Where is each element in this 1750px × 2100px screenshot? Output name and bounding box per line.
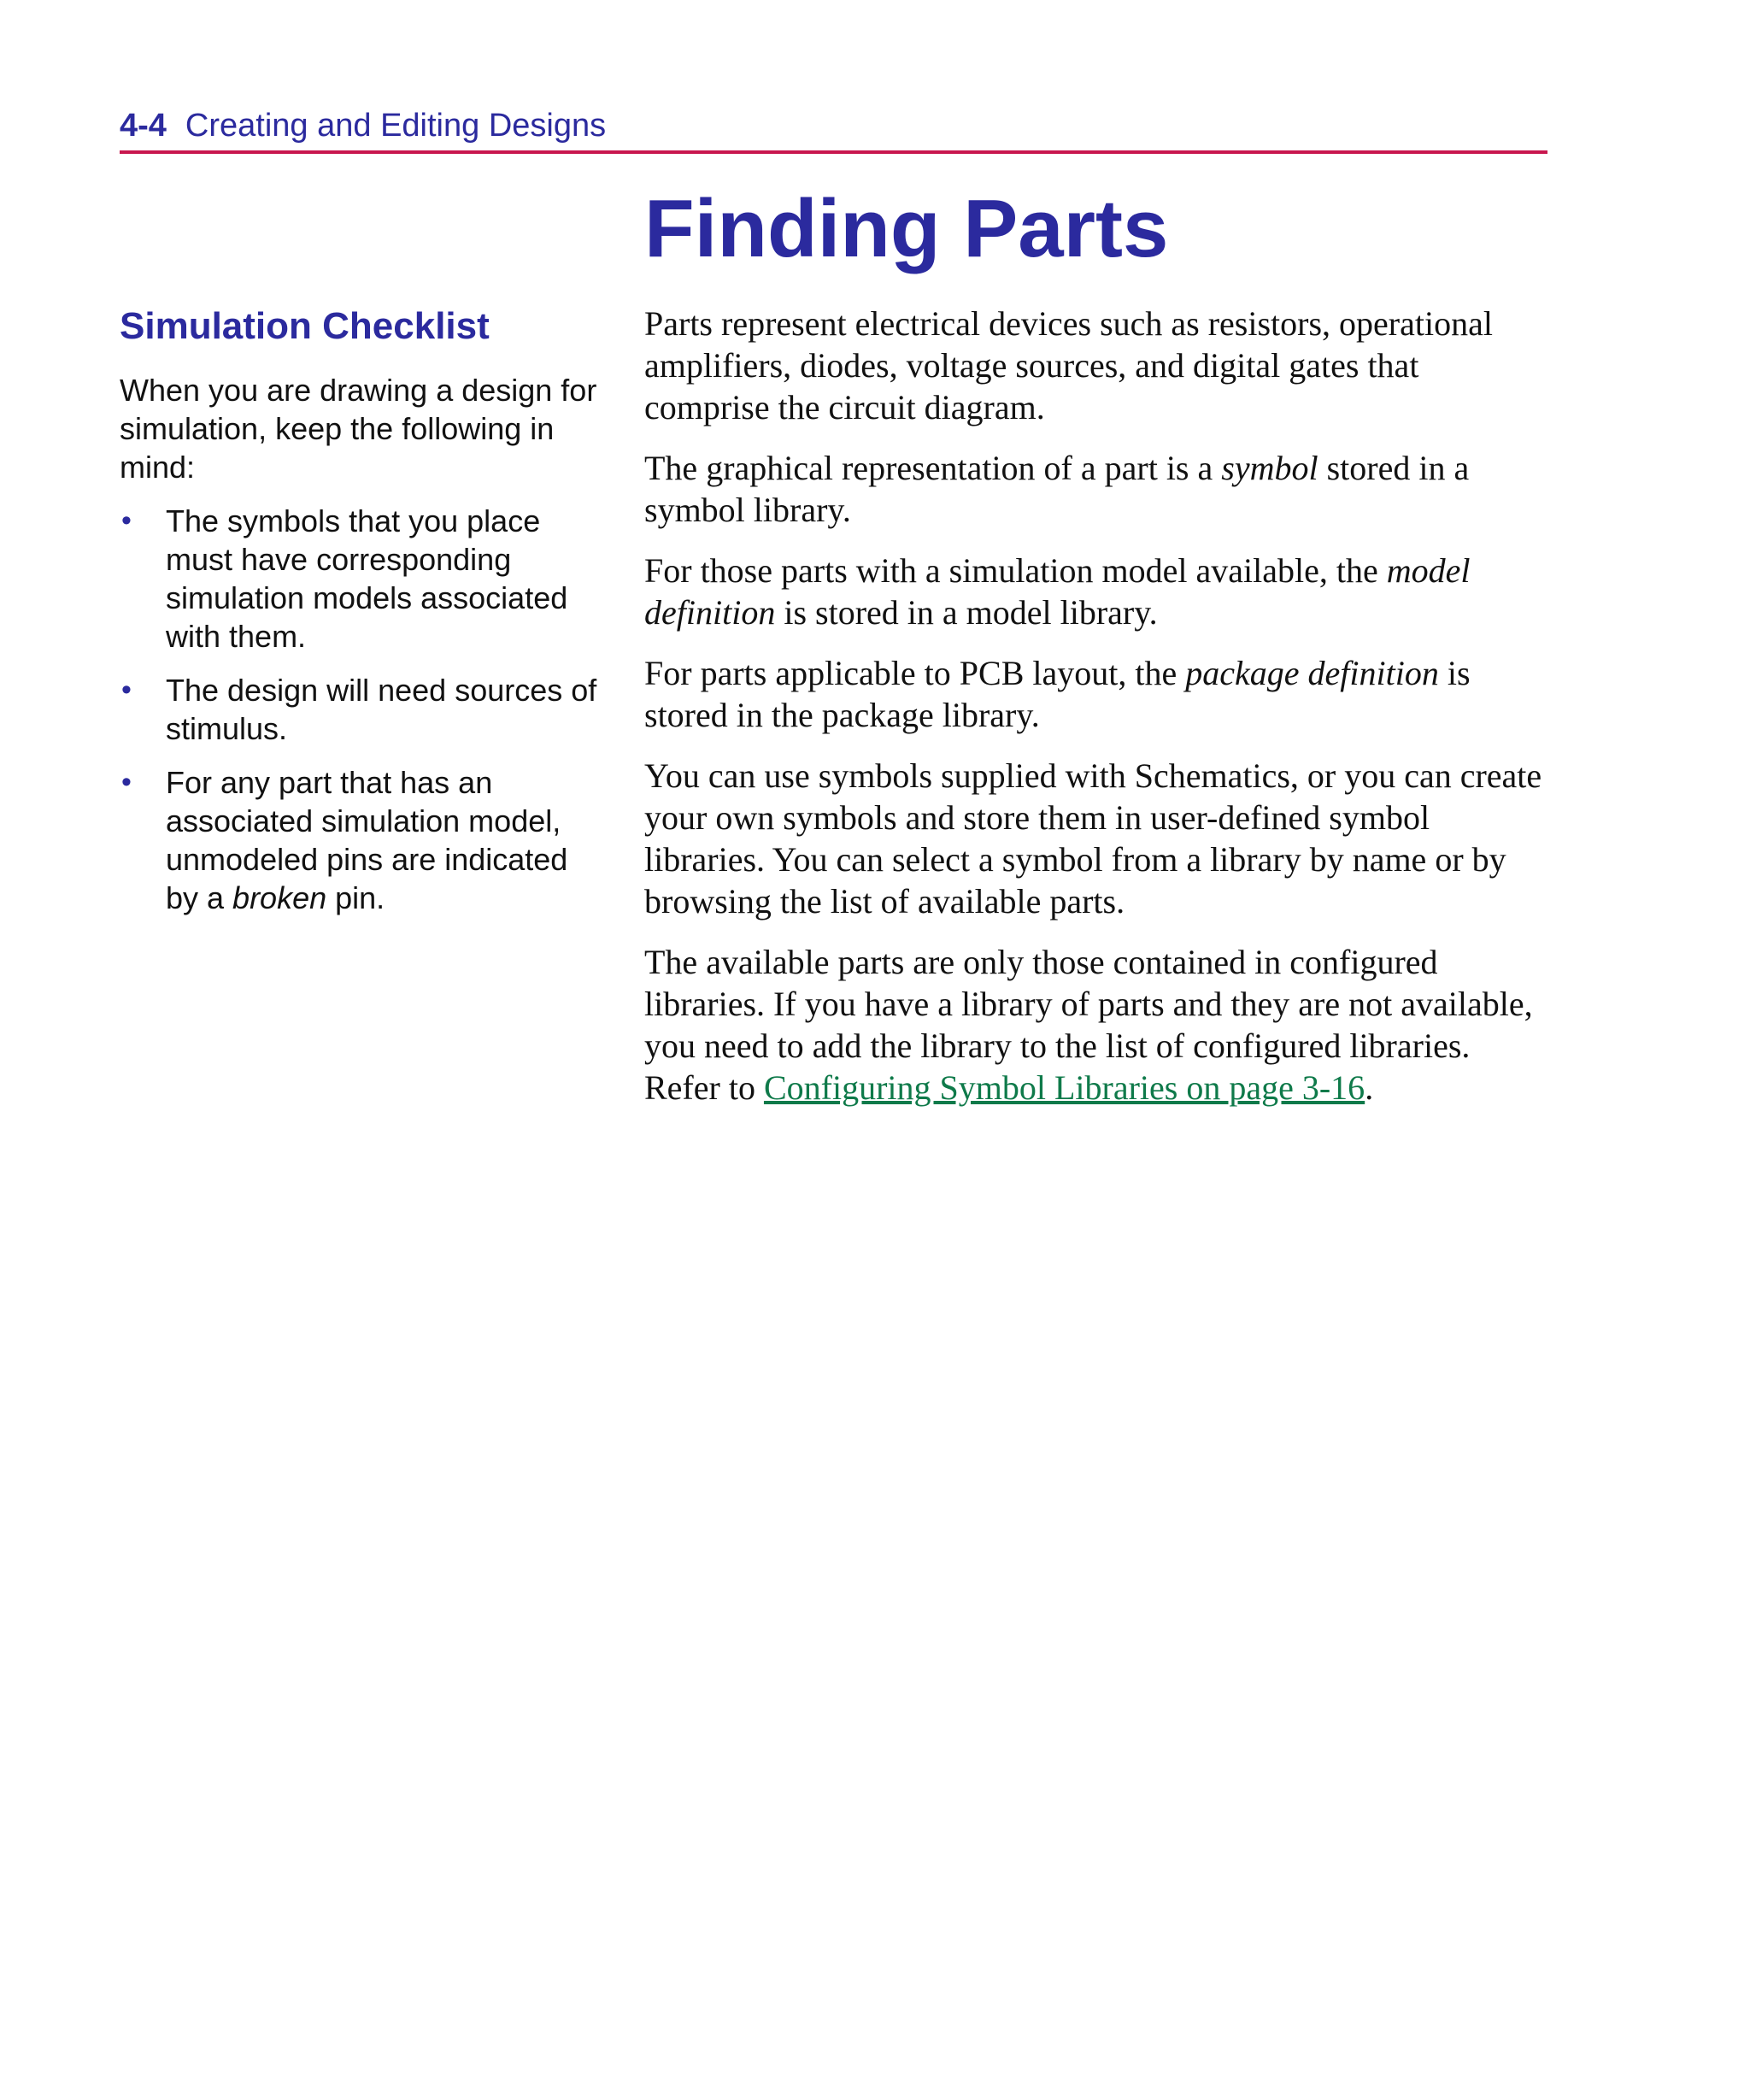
cross-reference-link[interactable]: Configuring Symbol Libraries on page 3-16 xyxy=(763,1068,1365,1107)
paragraph xyxy=(644,941,1550,1109)
body-text xyxy=(644,303,1550,1127)
checklist-item xyxy=(120,671,598,748)
paragraph-text: stored in a symbol library. xyxy=(644,449,1470,529)
paragraph-text: The available parts are only those contained in configured libraries. If you have a library of parts and they are not available, you need to add the library to the list of configured libraries. Refer to xyxy=(644,943,1533,1107)
paragraph-text: is stored in the package library. xyxy=(644,654,1471,734)
paragraph-text: For parts applicable to PCB layout, the xyxy=(644,654,1186,692)
page-number: 4-4 xyxy=(120,108,167,144)
emphasis-text: symbol xyxy=(1221,449,1318,487)
paragraph-text: The graphical representation of a part is a xyxy=(644,449,1222,487)
sidebar-note xyxy=(120,303,598,932)
checklist-item xyxy=(120,502,598,656)
paragraph xyxy=(644,652,1550,736)
running-header xyxy=(120,108,606,144)
paragraph: You can use symbols supplied with Schematics, or you can create your own symbols and store them in user-defined symbol libraries. You can select a symbol from a library by name or by browsing the list of available parts. xyxy=(644,756,1542,921)
checklist-item-text: pin. xyxy=(326,880,385,915)
paragraph-text: . xyxy=(1365,1068,1374,1107)
sidebar-intro: When you are drawing a design for simulation, keep the following in mind: xyxy=(120,373,597,485)
page-title: Finding Parts xyxy=(644,183,1169,274)
emphasis-text: package definition xyxy=(1185,654,1439,692)
paragraph xyxy=(644,447,1550,531)
header-rule xyxy=(120,150,1547,154)
checklist-item-text: For any part that has an associated simulation model, unmodeled pins are indicated by a xyxy=(166,765,568,915)
checklist-item-text: The symbols that you place must have corresponding simulation models associated with them. xyxy=(166,503,568,654)
emphasis-text: broken xyxy=(232,880,327,915)
paragraph-text: is stored in a model library. xyxy=(775,593,1158,632)
bullet-icon: • xyxy=(121,504,132,537)
paragraph xyxy=(644,550,1550,633)
bullet-icon: • xyxy=(121,674,132,706)
paragraph: Parts represent electrical devices such as resistors, operational amplifiers, diodes, voltage sources, and digital gates that comprise the circuit diagram. xyxy=(644,304,1493,426)
checklist-item-text: The design will need sources of stimulus. xyxy=(166,673,597,746)
checklist-item xyxy=(120,763,598,917)
sidebar-heading: Simulation Checklist xyxy=(120,305,490,347)
emphasis-text: model definition xyxy=(644,551,1471,632)
bullet-icon: • xyxy=(121,766,132,798)
chapter-title: Creating and Editing Designs xyxy=(185,108,607,144)
checklist xyxy=(120,502,598,917)
paragraph-text: For those parts with a simulation model available, the xyxy=(644,551,1387,590)
